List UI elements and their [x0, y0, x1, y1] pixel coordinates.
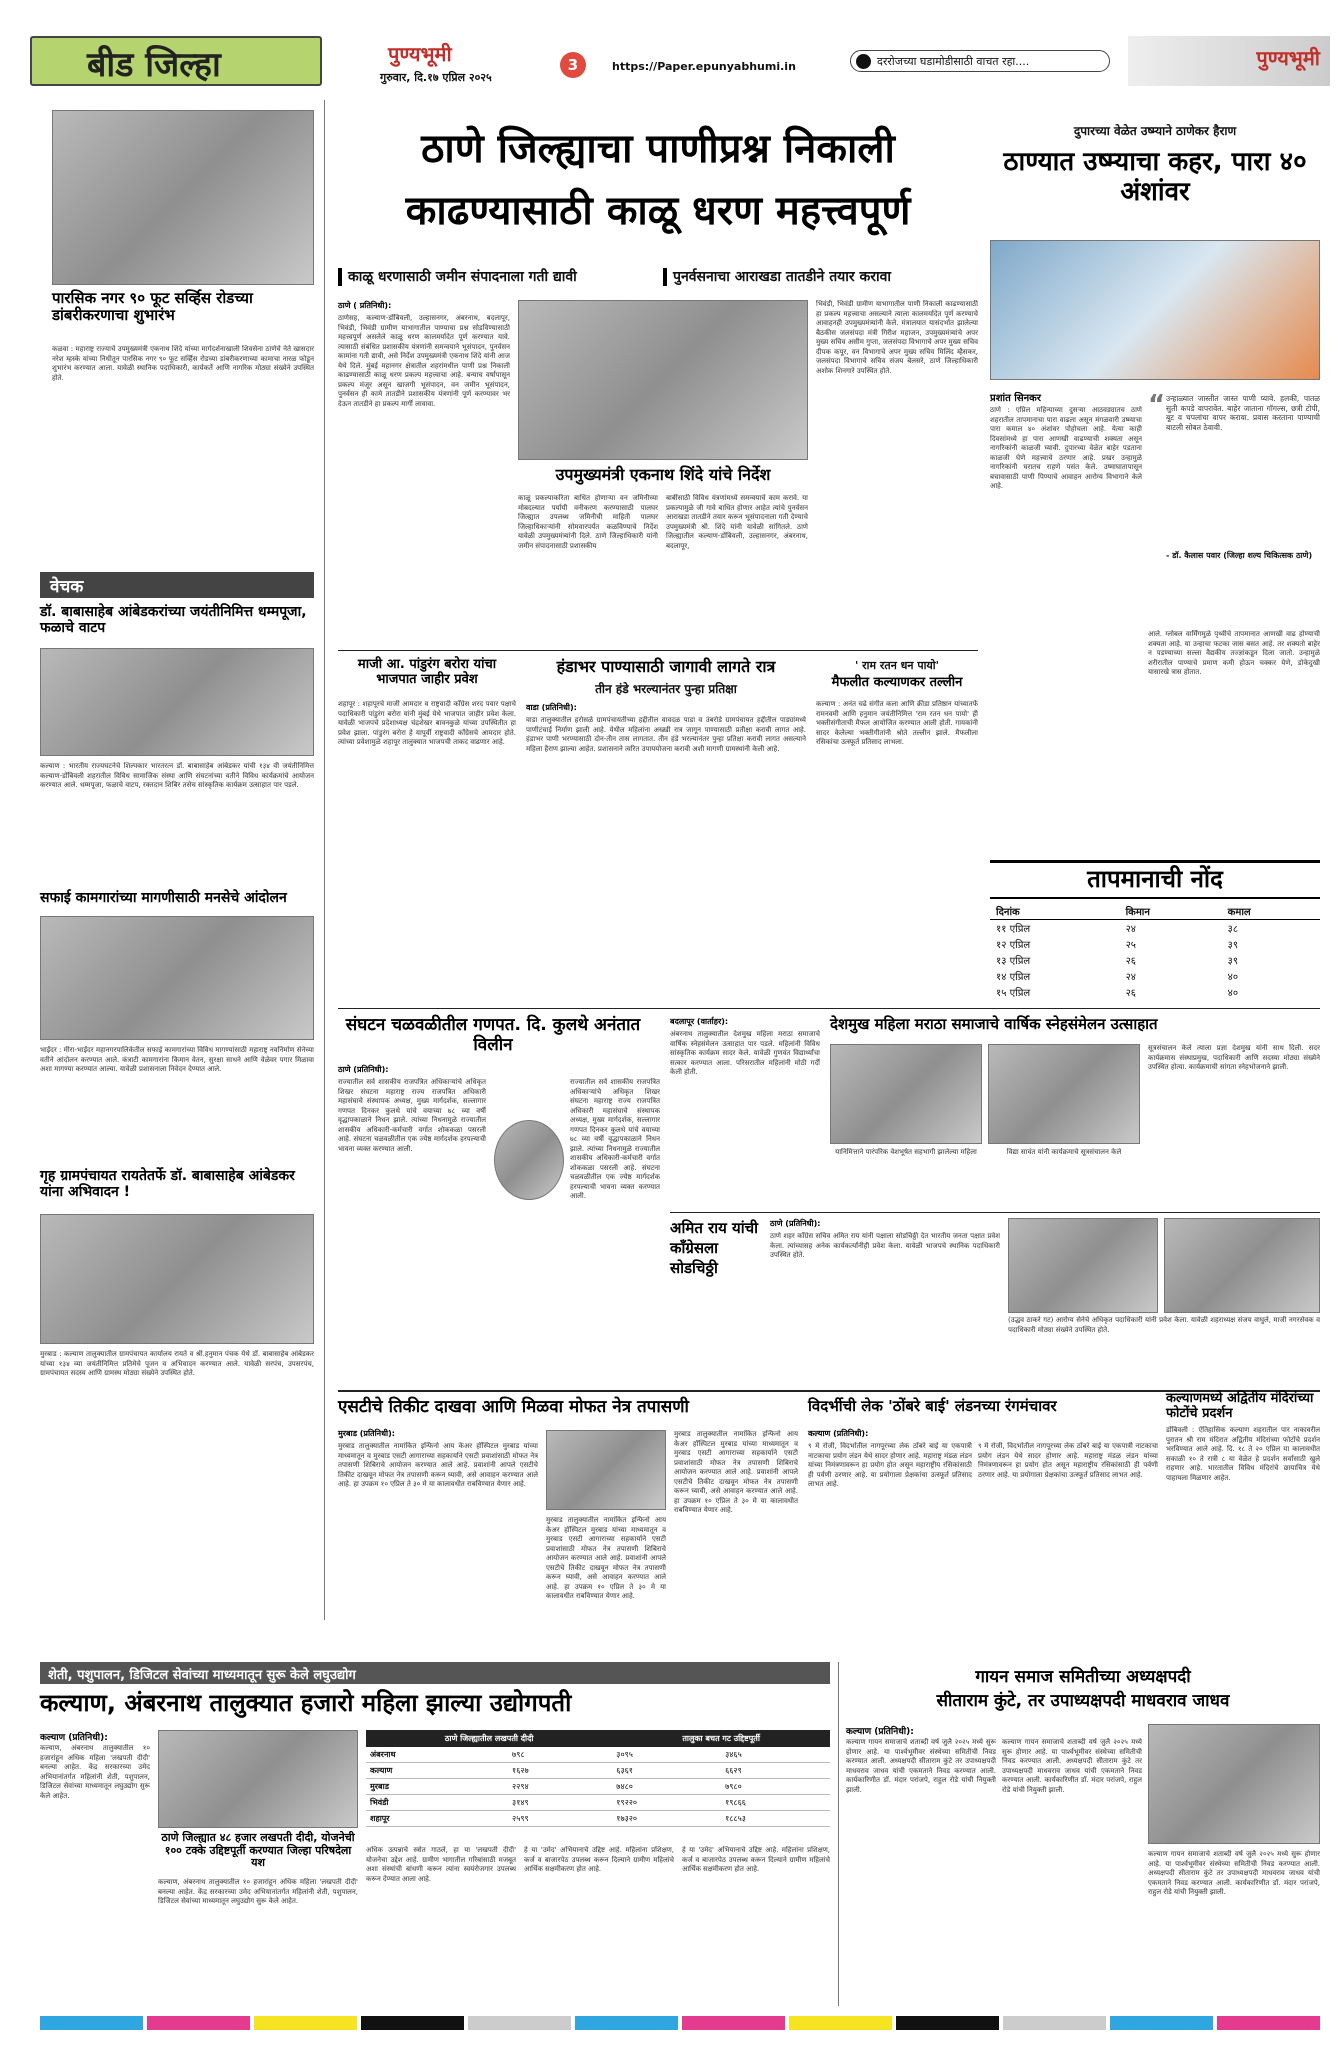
target: १७३२०	[612, 1811, 721, 1827]
epaper-url[interactable]: https://Paper.epunyabhumi.in	[612, 60, 796, 73]
gayan-photo	[1148, 1724, 1320, 1844]
target: ६३६१	[612, 1763, 721, 1779]
left2-text: कल्याण : भारतीय राज्यघटनेचे शिल्पकार भारतरत्न डॉ. बाबासाहेब आंबेडकर यांची १३४ वी जयंतीनिमित्त कल्याण-डोंबिवली शहरातील विविध सामाजिक संस्था आणि संघटनांच्या वतीने विविध कार्यक्रमांचे आयोजन करण्यात आले. धम्मपूजा, फळाचे वाटप, रक्तदान शिबिर तसेच सांस्कृतिक कार्यक्रम उत्साहात पार पडले.	[40, 762, 314, 789]
issue-date: गुरुवार, दि.१७ एप्रिल २०२५	[380, 71, 492, 84]
ganpat-byline: ठाणे (प्रतिनिधी):	[338, 1065, 389, 1074]
temp-min: २६	[1125, 955, 1136, 967]
taluka: शहापूर	[366, 1811, 508, 1827]
sub-bar-1	[338, 268, 342, 286]
ambedkar-rally-photo	[40, 648, 314, 756]
eye-text: मुरबाड तालुक्यातील नामांकित इन्फिनो आय केअर हॉस्पिटल मुरबाड यांच्या माध्यमातून व मुरबाड एसटी आगाराच्या सहकार्याने एसटी प्रवाशांसाठी मोफत नेत्र तपासणी शिबिराचे आयोजन करण्यात आले आहे. प्रवाशांनी आपले एसटीचे तिकीट दाखवून मोफत नेत्र तपासणी करून घ्यावी, असे आवाहन करण्यात आले आहे. हा उपक्रम १० एप्रिल ते ३० मे या कालावधीत राबविण्यात येणार आहे.	[338, 1442, 538, 1488]
temp-min: २४	[1125, 923, 1136, 935]
lead-byline: ठाणे ( प्रतिनिधी):	[338, 301, 392, 310]
ram-kicker: ' राम रतन धन पायो'	[854, 659, 940, 672]
temp-max: ३९	[1227, 955, 1239, 967]
gayan-text-2: कल्याण गायन समाजाचे शताब्दी वर्ष जुलै २०२५ मध्ये सुरू होणार आहे. या पार्श्वभूमीवर संस्थेच्या समितीची निवड करण्यात आली. अध्यक्षपदी सीताराम कुंटे तर उपाध्यक्षपदी माधवराव जाधव यांची एकमताने निवड करण्यात आली. कार्यकारिणीत डॉ. मंदार परांजपे, राहुल रोडे यांची नियुक्ती झाली.	[1002, 1738, 1142, 1794]
thermometer-photo	[990, 240, 1320, 380]
achieved: ३४६५	[721, 1747, 830, 1763]
registration-marks	[40, 2016, 1320, 2030]
lead-subhead-1: काळू धरणासाठी जमीन संपादनाला गती द्यावी	[348, 269, 577, 285]
section-title-text: बीड जिल्हा	[87, 45, 221, 85]
ganpat-headline: संघटन चळवळीतील गणपत. दि. कुलथे अनंतात विलीन	[345, 1015, 641, 1055]
mns-protest-photo	[40, 916, 314, 1040]
ganpat-text-b: राज्यातील सर्व शासकीय राजपत्रित अधिकाऱ्यांचे अधिकृत शिखर संघटना महाराष्ट्र राज्य राजपत्रित अधिकारी महासंघाचे संस्थापक अध्यक्ष, मुख्य मार्गदर्शक, सल्लागार गणपत दिनकर कुलथे यांचे वयाच्या ७८ व्या वर्षी वृद्धापकाळाने निधन झाले. त्यांच्या निधनामुळे राज्यातील शासकीय अधिकारी-कर्मचारी वर्गात शोककळा पसरली आहे. संघटना चळवळीतील एक ज्येष्ठ मार्गदर्शक हरपल्याची भावना व्यक्त करण्यात आली.	[570, 1078, 660, 1200]
women-office-photo	[158, 1730, 358, 1828]
deshmukh-photo-1	[830, 1044, 982, 1144]
gayan-headline-1: गायन समाज समितीच्या अध्यक्षपदी	[975, 1667, 1191, 1687]
kulthe-portrait	[494, 1120, 564, 1200]
target: ३०९५	[612, 1747, 721, 1763]
divider	[338, 1008, 1320, 1009]
quote-icon: “	[1148, 390, 1166, 420]
achieved: ७९८०	[721, 1779, 830, 1795]
heat-text: ठाणे : एप्रिल महिन्याच्या दुसऱ्या आठवड्यातच ठाणे शहरातील तापमानाचा पारा वाढला असून मंगळवारी उष्म्याचा पारा कमाल ४० अंशांवर पोहोचला आहे. येत्या काही दिवसांमध्ये हा पारा आणखी वाढण्याची शक्यता असून नागरिकांनी काळजी घ्यावी. दुपारच्या वेळेत बाहेर पडताना काळजी घेणे महत्त्वाचे ठरणार आहे. प्रखर उन्हामुळे नागरिकांनी घरातच राहणे पसंत केले. उष्माघातापासून बचावासाठी पाणी पिण्याचे आवाहन आरोग्य विभागाने केले आहे.	[990, 406, 1142, 490]
temp-min: २६	[1125, 987, 1136, 999]
vechak-banner-space	[52, 450, 314, 560]
water-byline: वाडा (प्रतिनिधी):	[526, 703, 577, 712]
lead-headline-2: काढण्यासाठी काळू धरण महत्त्वपूर्ण	[405, 188, 911, 234]
eye-clinic-photo	[546, 1430, 666, 1510]
grampanchayat-photo	[40, 1214, 314, 1344]
photo-exhibit-text: डोंबिवली : ऐतिहासिक कल्याण शहरातील पार नाकावरील पुरातन श्री राम मंदिरात अद्वितीय मंदिरांच्या फोटोंचे प्रदर्शन भरविण्यात आले आहे. दि. १८ ते २० एप्रिल या कालावधीत सकाळी १० ते रात्री ८ या वेळेत हे प्रदर्शन सर्वांसाठी खुले राहणार आहे. भारतातील विविध मंदिरांचे छायाचित्र येथे पाहायला मिळणार आहेत.	[1166, 1426, 1320, 1482]
brand-logo: पुण्यभूमी	[388, 42, 452, 66]
taluka: कल्याण	[366, 1763, 508, 1779]
achieved: १८८५३	[721, 1811, 830, 1827]
ticker-text: दररोजच्या घडामोडीसाठी वाचत रहा....	[877, 55, 1030, 68]
heat-quote-author: - डॉ. कैलास पवार (जिल्हा शल्य चिकित्सक ठाणे)	[1166, 551, 1313, 560]
temp-min: २५	[1125, 939, 1136, 951]
heat-text-2: आले. ग्लोबल वार्मिंगमुळे पृथ्वीचे तापमानात आणखी वाढ होण्याची शक्यता आहे. या उन्हाचा फटका जास बसत आहे. तर शक्यतो बाहेर न पडण्याच्या सल्ला वैद्यकीय तज्ज्ञांकडून दिला जातो. उन्हामुळे शरीरातील पाण्याचे प्रमाण कमी होऊन चक्कर येणे, डोकेदुखी यासारखे त्रास होतात.	[1148, 630, 1320, 676]
amit-photo-1	[1008, 1218, 1158, 1313]
lead-col4: भिवंडी, भिवंडी ग्रामीण याभागातील पाणी निकाली काढण्यासाठी हा प्रकल्प महत्त्वाचा असल्याने त्याला कालमर्यादेत पूर्ण करण्याचे आवाहनही उपमुख्यमंत्र्यांनी केले. मंत्रालयात यासंदर्भात झालेल्या बैठकीस जलसंपदा मंत्री गिरीश महाजन, उपमुख्यमंत्र्यांचे अपर मुख्य सचिव असीम गुप्ता, जलसंपदा विभागाचे अपर मुख्य सचिव दीपक कपूर, वन विभागाचे अपर मुख्य सचिव मिलिंद म्हैसकर, जलसंपदा विभागाचे सचिव संजय बेलसरे, ठाणे जिल्हाधिकारी अशोक शिनगारे उपस्थित होते.	[816, 300, 978, 375]
lakhpati-table-header-1: ठाणे जिल्ह्यातील लखपती दीदी	[366, 1730, 612, 1747]
temp-header-date: दिनांक	[990, 903, 1120, 920]
column-divider	[838, 1662, 839, 2006]
thombre-byline: कल्याण (प्रतिनिधी):	[808, 1429, 869, 1438]
amit-text-2: (उद्धव ठाकरे गट) आरोग्य सेनेचे अधिकृत पदाधिकारी यांनी प्रवेश केला. यावेळी शहराध्यक्ष संजय वाघुले, माजी नगरसेवक व पदाधिकारी मोठ्या संख्येने उपस्थित होते.	[1008, 1316, 1320, 1334]
section-bar-text: शेती, पशुपालन, डिजिटल सेवांच्या माध्यमातून सुरू केले लघुउद्योग	[48, 1668, 356, 1683]
temp-date: १५ एप्रिल	[996, 987, 1031, 999]
deshmukh-text: सूत्रसंचालन केले त्याला प्रज्ञा देशमुख यांनी साथ दिली. सदर कार्यक्रमास संस्थाप्रमुख, पदाधिकारी आणि सदस्या मोठ्या संख्येने उपस्थित होत्या. कार्यक्रमाची सांगता स्नेहभोजनाने झाली.	[1148, 1044, 1320, 1071]
table-row	[366, 1779, 830, 1795]
divider	[338, 650, 978, 651]
amit-byline: ठाणे (प्रतिनिधी):	[770, 1219, 821, 1228]
target: ७४८०	[612, 1779, 721, 1795]
thombre-text-2: ९ मे रोजी, विदर्भातील नागपूरच्या लेक ठोंबरे बाई या एकपात्री नाटकाचा प्रयोग लंडन येथे सादर होणार आहे. महाराष्ट्र मंडळ लंडन यांच्या निमंत्रणावरून हा प्रयोग होत असून महाराष्ट्रीय रसिकांसाठी ही पर्वणी ठरणार आहे. या प्रयोगाला प्रेक्षकांचा उत्स्फूर्त प्रतिसाद लाभत आहे.	[978, 1442, 1158, 1479]
taluka: भिवंडी	[366, 1795, 508, 1811]
deshmukh-photo-2	[988, 1044, 1140, 1144]
ticker	[850, 50, 1110, 72]
thombre-headline: विदर्भीची लेक 'ठोंबरे बाई' लंडनच्या रंगमंचावर	[808, 1397, 1057, 1415]
temp-min: २४	[1125, 971, 1136, 983]
groups: ७९८	[508, 1747, 612, 1763]
groups: २५९९	[508, 1811, 612, 1827]
thombre-text: ९ मे रोजी, विदर्भातील नागपूरच्या लेक ठोंबरे बाई या एकपात्री नाटकाचा प्रयोग लंडन येथे सादर होणार आहे. महाराष्ट्र मंडळ लंडन यांच्या निमंत्रणावरून हा प्रयोग होत असून महाराष्ट्रीय रसिकांसाठी ही पर्वणी ठरणार आहे. या प्रयोगाला प्रेक्षकांचा उत्स्फूर्त प्रतिसाद लाभत आहे.	[808, 1442, 972, 1488]
temp-max: ४०	[1227, 987, 1239, 999]
left4-headline: गृह ग्रामपंचायत रायतेतर्फे डॉ. बाबासाहेब आंबेडकर यांना अभिवादन !	[40, 1168, 295, 1201]
page-number-badge	[560, 52, 586, 78]
road-photo	[52, 110, 314, 285]
women-text-b: कल्याण, अंबरनाथ तालुक्यातील १० हजारांहून अधिक महिला 'लखपती दीदी' बनल्या आहेत. केंद्र सरकारच्या उमेद अभियानांतर्गत महिलांनी शेती, पशुपालन, डिजिटल सेवांच्या माध्यमातून लघुउद्योग सुरू केले आहेत.	[158, 1878, 358, 1905]
ram-text: कल्याण : अनंत चढे संगीत कला आणि क्रीडा प्रतिष्ठान यांच्यातर्फे रामनवमी आणि हनुमान जयंतीनिमित्त 'राम रतन धन पायो' ही भक्तीसंगीताची मैफल आयोजित करण्यात आली होती. गायकांनी सादर केलेल्या भक्तीगीतांनी श्रोते तल्लीन झाले. मैफलीला रसिकांचा उत्स्फूर्त प्रतिसाद लाभला.	[816, 700, 978, 746]
lead-col3: बाबींसाठी विविध यंत्रणांमध्ये समन्वयाचे काम करावे. या प्रकल्पामुळे जी गावे बाधित होणार आहेत त्यांचे पुनर्वसन आराखडा तातडीने तयार करून भूसंपादनाला गती देण्याचे उपमुख्यमंत्री श्री. शिंदे यांनी यावेळी सांगितले. ठाणे जिल्ह्यातील कल्याण-डोंबिवली, उल्हासनगर, अंबरनाथ, बदलापूर,	[666, 494, 808, 550]
badlapur-byline: बदलापूर (वार्ताहर):	[670, 1017, 729, 1026]
left4-text: मुरबाड : कल्याण तालुक्यातील ग्रामपंचायत कार्यालय रायते व श्री.हनुमान पंचक येथे डॉ. बाबासाहेब आंबेडकर यांच्या १३४ व्या जयंतीनिमित्त प्रतिमेचे पूजन व अभिवादन करण्यात आले. यावेळी सरपंच, उपसरपंच, ग्रामपंचायत सदस्य आणि ग्रामस्थ मोठ्या संख्येने उपस्थित होते.	[40, 1350, 314, 1377]
women-byline: कल्याण (प्रतिनिधी):	[40, 1733, 108, 1743]
left3-headline: सफाई कामगारांच्या मागणीसाठी मनसेचे आंदोलन	[40, 890, 287, 906]
eye-headline: एसटीचे तिकीट दाखवा आणि मिळवा मोफत नेत्र तपासणी	[338, 1397, 689, 1417]
achieved: १९८६६	[721, 1795, 830, 1811]
temp-date: १३ एप्रिल	[996, 955, 1031, 967]
lead-subhead-2: पुनर्वसनाचा आराखडा तातडीने तयार करावा	[673, 269, 892, 285]
photo-exhibit-headline: कल्याणमध्ये अद्वितीय मंदिरांच्या फोटोंचे प्रदर्शन	[1166, 1391, 1314, 1421]
left1-text: कळवा : महाराष्ट्र राज्याचे उपमुख्यमंत्री एकनाथ शिंदे यांच्या मार्गदर्शनाखाली शिवसेना ठाणेचे नेते खासदार नरेश म्हस्के यांच्या निधीतून पारसिक नगर ९० फूट सर्व्हिस रोडच्या डांबरीकरणाच्या कामाचा नारळ फोडून शुभारंभ करण्यात आला. यावेळी स्थानिक पदाधिकारी, कार्यकर्ते आणि नागरिक मोठ्या संख्येने उपस्थित होते.	[52, 345, 314, 382]
table-row	[990, 936, 1320, 952]
taluka: मुरबाड	[366, 1779, 508, 1795]
temp-max: ३९	[1227, 939, 1239, 951]
table-row	[990, 952, 1320, 968]
ganpat-text-a: राज्यातील सर्व शासकीय राजपत्रित अधिकाऱ्यांचे अधिकृत शिखर संघटना महाराष्ट्र राज्य राजपत्रित अधिकारी महासंघाचे संस्थापक अध्यक्ष, मुख्य मार्गदर्शक, सल्लागार गणपत दिनकर कुलथे यांचे वयाच्या ७८ व्या वर्षी वृद्धापकाळाने निधन झाले. त्यांच्या निधनामुळे राज्यातील शासकीय अधिकारी-कर्मचारी वर्गात शोककळा पसरली आहे. संघटना चळवळीतील एक ज्येष्ठ मार्गदर्शक हरपल्याची भावना व्यक्त करण्यात आली.	[338, 1078, 486, 1153]
lead-meeting-photo	[518, 300, 808, 460]
section-bar	[40, 1662, 830, 1684]
heat-headline: ठाण्यात उष्म्याचा कहर, पारा ४० अंशांवर	[1003, 147, 1307, 207]
table-row	[366, 1811, 830, 1827]
sub-bar-2	[663, 268, 667, 286]
lakhpati-table	[366, 1730, 830, 1827]
lakhpati-table-box	[366, 1730, 830, 1838]
brand-banner-right	[1128, 36, 1330, 86]
table-row	[990, 968, 1320, 984]
play-icon	[856, 54, 871, 69]
lead-photo-caption: उपमुख्यमंत्री एकनाथ शिंदे यांचे निर्देश	[555, 465, 771, 484]
divider	[670, 1212, 1320, 1213]
taluka: अंबरनाथ	[366, 1747, 508, 1763]
lead-col1: ठाणेसह, कल्याण-डोंबिवली, उल्हासनगर, अंबरनाथ, बदलापूर, भिवंडी, भिवंडी ग्रामीण याभागातील पाण्याचा प्रश्न सोडविण्यासाठी महत्त्वपूर्ण असलेले काळू धरण कालमर्यादेत पूर्ण करण्यात यावे. त्यासाठी संबंधित प्रशासकीय यंत्रणांनी समन्वयाने भूसंपादन, पुनर्वसन कामांना गती द्यावी, असे निर्देश उपमुख्यमंत्री एकनाथ शिंदे यांनी आज येथे दिले. मुंबई महानगर क्षेत्रातील शहरांमधील पाणी प्रश्न निकाली काढण्यासाठी काळू धरण प्रकल्प महत्त्वाचा आहे. बन्याच वर्षापासून प्रकल्प मंजूर असून खाजगी भूसंपादन, वन जमीन भूसंपादन, पुनर्वसन ही कामे तातडीने प्रशासकीय यंत्रणांनी पूर्ण करण्यावर भर देऊन तातडीने हा प्रकल्प मार्गी लावावा.	[338, 314, 510, 408]
table-row	[990, 919, 1320, 936]
heat-quote-box	[1148, 390, 1320, 626]
women-text-4: हे या 'उमेद' अभियानाचे उद्दिष्ट आहे. महिलांना प्रशिक्षण, कर्ज व बाजारपेठ उपलब्ध करून दिल्याने ग्रामीण महिलांचे आर्थिक सक्षमीकरण होत आहे.	[682, 1846, 830, 1873]
table-row	[366, 1795, 830, 1811]
amit-photo-2	[1164, 1218, 1320, 1313]
section-title	[30, 36, 322, 86]
gayan-byline: कल्याण (प्रतिनिधी):	[846, 1727, 914, 1737]
amit-headline: अमित राय यांची काँग्रेसला सोडचिठ्ठी	[670, 1219, 759, 1277]
groups: १६२७	[508, 1763, 612, 1779]
table-row	[990, 984, 1320, 1000]
bjp-text: शहापूर : शहापूरचे माजी आमदार व राष्ट्रवादी काँग्रेस शरद पवार पक्षाचे पदाधिकारी पांडुरंग बरोरा यांनी मुंबई येथे भाजपात जाहीर प्रवेश केला. यावेळी भाजपचे प्रदेशाध्यक्ष चंद्रशेखर बावनकुळे यांच्या उपस्थितीत हा प्रवेश झाला. पांडुरंग बरोरा हे यापूर्वी राष्ट्रवादी काँग्रेसचे आमदार होते. त्यांच्या प्रवेशामुळे शहापूर तालुक्यात भाजपची ताकद वाढणार आहे.	[338, 700, 516, 746]
brand-logo-right: पुण्यभूमी	[1256, 46, 1320, 70]
women-text-2: अधिक उत्पन्नाचे स्त्रोत गाठले, हा या 'लखपती दीदी' योजनेचा उद्देश आहे. ग्रामीण भागातील गरिबांसाठी मजबूत अशा संस्थांची बांधणी करून त्यांना स्वयंरोजगार उपलब्ध करून देण्यात आला आहे.	[366, 1846, 516, 1883]
temp-header-min: किमान	[1120, 903, 1222, 920]
water-headline: हंडाभर पाण्यासाठी जागावी लागते रात्र	[556, 657, 776, 676]
heat-kicker: दुपारच्या वेळेत उष्म्याने ठाणेकर हैराण	[1073, 124, 1237, 138]
water-text: वाडा तालुक्यातील हरोसळे ग्रामपंचायतीच्या हद्दीतील वावदळ पाडा व उंबरोडे ग्रामपंचायत हद्दीतील पाड्यांमध्ये पाणीटंचाई निर्माण झाली आहे. येथील महिलांना अख्खी रात्र जागून पाण्यासाठी प्रतीक्षा करावी लागत आहे. हंडाभर पाणी भरण्यासाठी दोन-तीन तास लागतात. तीन हंडे भरल्यानंतर पुन्हा प्रतिक्षा करावी लागत असल्याने महिला हैराण झाल्या आहेत. प्रशासनाने त्वरित उपाययोजना करावी अशी मागणी ग्रामस्थांनी केली आहे.	[526, 716, 806, 753]
women-subhead: ठाणे जिल्ह्यात ४८ हजार लखपती दीदी, योजनेची १०० टक्के उद्दिष्टपूर्ती करण्यात जिल्हा परिषदेला यश	[161, 1831, 355, 1870]
heat-byline: प्रशांत सिनकर	[990, 393, 1041, 404]
temp-max: ३८	[1227, 923, 1239, 935]
gayan-headline-2: सीताराम कुंटे, तर उपाध्यक्षपदी माधवराव जाधव	[936, 1691, 1230, 1711]
column-divider	[324, 100, 325, 1620]
groups: ३१४९	[508, 1795, 612, 1811]
vechak-text: वेचक	[50, 577, 84, 597]
table-row	[366, 1763, 830, 1779]
water-subhead: तीन हंडे भरल्यानंतर पुन्हा प्रतिक्षा	[595, 682, 737, 696]
vechak-label	[40, 572, 314, 598]
left2-headline: डॉ. बाबासाहेब आंबेडकरांच्या जयंतीनिमित्त धम्मपूजा, फळाचे वाटप	[40, 604, 307, 637]
women-text-3: हे या 'उमेद' अभियानाचे उद्दिष्ट आहे. महिलांना प्रशिक्षण, कर्ज व बाजारपेठ उपलब्ध करून दिल्याने ग्रामीण महिलांचे आर्थिक सक्षमीकरण होत आहे.	[524, 1846, 674, 1873]
left3-text: भाईंदर : मीरा-भाईंदर महानगरपालिकेतील सफाई कामगारांच्या विविध मागण्यांसाठी महाराष्ट्र नवनिर्माण सेनेच्या वतीने आंदोलन करण्यात आले. कंत्राटी कामगारांना किमान वेतन, सुरक्षा साधने आणि वेळेवर पगार मिळावा अशा मागण्या करण्यात आल्या. यावेळी प्रशासनाला निवेदन देण्यात आले.	[40, 1046, 314, 1073]
temp-table	[990, 903, 1320, 1000]
bjp-headline: माजी आ. पांडुरंग बरोरा यांचा भाजपात जाहीर प्रवेश	[357, 657, 497, 687]
temp-date: ११ एप्रिल	[996, 923, 1031, 935]
ram-headline: मैफलीत कल्याणकर तल्लीन	[831, 675, 963, 690]
lead-headline-1: ठाणे जिल्ह्याचा पाणीप्रश्न निकाली	[421, 126, 895, 172]
gayan-text: कल्याण गायन समाजाचे शताब्दी वर्ष जुलै २०२५ मध्ये सुरू होणार आहे. या पार्श्वभूमीवर संस्थेच्या समितीची निवड करण्यात आली. अध्यक्षपदी सीताराम कुंटे तर उपाध्यक्षपदी माधवराव जाधव यांची एकमताने निवड करण्यात आली. कार्यकारिणीत डॉ. मंदार परांजपे, राहुल रोडे यांची नियुक्ती झाली.	[846, 1738, 996, 1794]
women-headline: कल्याण, अंबरनाथ तालुक्यात हजारो महिला झाल्या उद्योगपती	[40, 1689, 572, 1717]
target: १९२२०	[612, 1795, 721, 1811]
lead-col2: काळू प्रकल्पाकरिता बाधित होणाऱ्या वन जमिनीच्या मोबदल्यात पर्यायी वनीकरण करण्यासाठी पालघर जिल्ह्यात उपलब्ध जमिनीची माहिती पालघर जिल्हाधिकाऱ्यांनी सोमवारपर्यंत कळविण्याचे निर्देश यावेळी उपमुख्यमंत्र्यांनी दिले. ठाणे जिल्हाधिकारी यांनी जमीन संपादनासाठी प्रशासकीय	[518, 494, 658, 550]
deshmukh-caption-2: विद्या सावंत यांनी कार्यक्रमाचे सूत्रसंचालन केले	[1006, 1148, 1122, 1156]
temp-date: १४ एप्रिल	[996, 971, 1031, 983]
amit-text: ठाणे शहर काँग्रेस सचिव अमित राय यांनी पक्षाला सोडचिठ्ठी देत भारतीय जनता पक्षात प्रवेश केला. त्यांच्यासह अनेक कार्यकर्त्यांनीही प्रवेश केला. यावेळी भाजपचे स्थानिक पदाधिकारी उपस्थित होते.	[770, 1232, 1000, 1259]
lead-subheads	[338, 266, 978, 288]
temp-header-max: कमाल	[1222, 903, 1320, 920]
badlapur-text: अंबरनाथ तालुक्यातील देशमुख महिला मराठा समाजाचे वार्षिक स्नेहसंमेलन उत्साहात पार पडले. महिलांनी विविध सांस्कृतिक कार्यक्रम सादर केले. यावेळी गुणवंत विद्यार्थ्यांचा सत्कार करण्यात आला. परिसरातील महिलांनी मोठी गर्दी केली होती.	[670, 1030, 820, 1076]
deshmukh-caption-1: यानिमित्ताने पारंपरिक वेशभूषेत सहभागी झालेल्या महिला	[835, 1148, 977, 1156]
temp-table-box	[990, 860, 1320, 1000]
table-row	[366, 1747, 830, 1763]
temp-table-title: तापमानाची नोंद	[990, 860, 1320, 899]
women-text: कल्याण, अंबरनाथ तालुक्यातील १० हजारांहून अधिक महिला 'लखपती दीदी' बनल्या आहेत. केंद्र सरकारच्या उमेद अभियानांतर्गत महिलांनी शेती, पशुपालन, डिजिटल सेवांच्या माध्यमातून लघुउद्योग सुरू केले आहेत.	[40, 1744, 150, 1800]
left1-headline: पारसिक नगर ९० फूट सर्व्हिस रोडच्या डांबरीकरणाचा शुभारंभ	[52, 289, 253, 325]
achieved: ६६२९	[721, 1763, 830, 1779]
groups: २२९४	[508, 1779, 612, 1795]
deshmukh-headline: देशमुख महिला मराठा समाजाचे वार्षिक स्नेहसंमेलन उत्साहात	[830, 1015, 1158, 1033]
temp-date: १२ एप्रिल	[996, 939, 1031, 951]
masthead	[30, 36, 1330, 88]
heat-quote: उन्हाळ्यात जास्तीत जास्त पाणी प्यावे. हलकी, पातळ सुती कपडे वापरावेत. बाहेर जाताना गॉगल्स, छत्री टोपी, बूट व चपलांचा वापर करावा. प्रवास करताना पाण्याची बाटली सोबत ठेवावी.	[1166, 394, 1320, 432]
eye-text-2: मुरबाड तालुक्यातील नामांकित इन्फिनो आय केअर हॉस्पिटल मुरबाड यांच्या माध्यमातून व मुरबाड एसटी आगाराच्या सहकार्याने एसटी प्रवाशांसाठी मोफत नेत्र तपासणी शिबिराचे आयोजन करण्यात आले आहे. प्रवाशांनी आपले एसटीचे तिकीट दाखवून मोफत नेत्र तपासणी करून घ्यावी, असे आवाहन करण्यात आले आहे. हा उपक्रम १० एप्रिल ते ३० मे या कालावधीत राबविण्यात येणार आहे.	[546, 1516, 666, 1600]
temp-max: ४०	[1227, 971, 1239, 983]
lakhpati-table-header-2: तालुका बचत गट उद्दिष्टपूर्ती	[612, 1730, 830, 1747]
eye-text-3: मुरबाड तालुक्यातील नामांकित इन्फिनो आय केअर हॉस्पिटल मुरबाड यांच्या माध्यमातून व मुरबाड एसटी आगाराच्या सहकार्याने एसटी प्रवाशांसाठी मोफत नेत्र तपासणी शिबिराचे आयोजन करण्यात आले आहे. प्रवाशांनी आपले एसटीचे तिकीट दाखवून मोफत नेत्र तपासणी करून घ्यावी, असे आवाहन करण्यात आले आहे. हा उपक्रम १० एप्रिल ते ३० मे या कालावधीत राबविण्यात येणार आहे.	[674, 1430, 798, 1514]
gayan-text-3: कल्याण गायन समाजाचे शताब्दी वर्ष जुलै २०२५ मध्ये सुरू होणार आहे. या पार्श्वभूमीवर संस्थेच्या समितीची निवड करण्यात आली. अध्यक्षपदी सीताराम कुंटे तर उपाध्यक्षपदी माधवराव जाधव यांची एकमताने निवड करण्यात आली. कार्यकारिणीत डॉ. मंदार परांजपे, राहुल रोडे यांची नियुक्ती झाली.	[1148, 1850, 1320, 1896]
page-number: 3	[567, 56, 579, 74]
eye-byline: मुरबाड (प्रतिनिधी):	[338, 1429, 395, 1438]
